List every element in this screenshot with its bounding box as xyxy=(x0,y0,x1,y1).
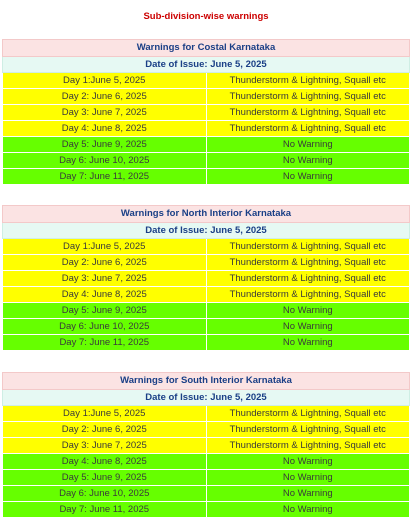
day-cell: Day 6: June 10, 2025 xyxy=(3,319,207,335)
section-coastal-karnataka xyxy=(2,39,410,185)
warning-cell: No Warning xyxy=(206,502,410,518)
day-cell: Day 7: June 11, 2025 xyxy=(3,335,207,351)
table-row xyxy=(3,137,410,153)
day-cell: Day 7: June 11, 2025 xyxy=(3,169,207,185)
warning-cell: No Warning xyxy=(206,335,410,351)
table-row xyxy=(3,271,410,287)
warning-cell: Thunderstorm & Lightning, Squall etc xyxy=(206,406,410,422)
date-of-issue: Date of Issue: June 5, 2025 xyxy=(3,57,410,73)
day-cell: Day 5: June 9, 2025 xyxy=(3,137,207,153)
day-cell: Day 3: June 7, 2025 xyxy=(3,438,207,454)
table-row xyxy=(3,502,410,518)
day-cell: Day 2: June 6, 2025 xyxy=(3,255,207,271)
day-cell: Day 3: June 7, 2025 xyxy=(3,105,207,121)
date-of-issue: Date of Issue: June 5, 2025 xyxy=(3,223,410,239)
day-cell: Day 6: June 10, 2025 xyxy=(3,153,207,169)
table-row xyxy=(3,255,410,271)
warning-cell: No Warning xyxy=(206,470,410,486)
warning-cell: No Warning xyxy=(206,169,410,185)
section-title: Warnings for Costal Karnataka xyxy=(3,40,410,57)
warning-cell: No Warning xyxy=(206,454,410,470)
warnings-table xyxy=(2,372,410,518)
table-row xyxy=(3,335,410,351)
day-cell: Day 3: June 7, 2025 xyxy=(3,271,207,287)
table-row xyxy=(3,406,410,422)
warning-cell: Thunderstorm & Lightning, Squall etc xyxy=(206,287,410,303)
page-title: Sub-division-wise warnings xyxy=(143,11,269,22)
warning-cell: No Warning xyxy=(206,486,410,502)
table-row xyxy=(3,303,410,319)
table-row xyxy=(3,105,410,121)
day-cell: Day 6: June 10, 2025 xyxy=(3,486,207,502)
table-row xyxy=(3,422,410,438)
day-cell: Day 1:June 5, 2025 xyxy=(3,406,207,422)
table-row xyxy=(3,73,410,89)
day-cell: Day 7: June 11, 2025 xyxy=(3,502,207,518)
warning-cell: No Warning xyxy=(206,303,410,319)
warning-cell: Thunderstorm & Lightning, Squall etc xyxy=(206,89,410,105)
day-cell: Day 4: June 8, 2025 xyxy=(3,287,207,303)
day-cell: Day 5: June 9, 2025 xyxy=(3,303,207,319)
warning-cell: Thunderstorm & Lightning, Squall etc xyxy=(206,105,410,121)
table-row xyxy=(3,470,410,486)
table-row xyxy=(3,454,410,470)
warning-cell: Thunderstorm & Lightning, Squall etc xyxy=(206,121,410,137)
table-row xyxy=(3,239,410,255)
table-row xyxy=(3,89,410,105)
warning-cell: Thunderstorm & Lightning, Squall etc xyxy=(206,438,410,454)
section-title: Warnings for South Interior Karnataka xyxy=(3,373,410,390)
day-cell: Day 1:June 5, 2025 xyxy=(3,239,207,255)
section-north-interior-karnataka xyxy=(2,205,410,351)
table-row xyxy=(3,486,410,502)
day-cell: Day 2: June 6, 2025 xyxy=(3,89,207,105)
warning-cell: Thunderstorm & Lightning, Squall etc xyxy=(206,255,410,271)
day-cell: Day 4: June 8, 2025 xyxy=(3,121,207,137)
day-cell: Day 5: June 9, 2025 xyxy=(3,470,207,486)
table-row xyxy=(3,153,410,169)
warnings-table xyxy=(2,39,410,185)
warning-cell: Thunderstorm & Lightning, Squall etc xyxy=(206,271,410,287)
table-row xyxy=(3,319,410,335)
warning-cell: No Warning xyxy=(206,319,410,335)
table-row xyxy=(3,169,410,185)
warning-cell: No Warning xyxy=(206,137,410,153)
table-row xyxy=(3,438,410,454)
date-of-issue: Date of Issue: June 5, 2025 xyxy=(3,390,410,406)
table-row xyxy=(3,287,410,303)
warning-cell: Thunderstorm & Lightning, Squall etc xyxy=(206,239,410,255)
day-cell: Day 1:June 5, 2025 xyxy=(3,73,207,89)
warning-cell: Thunderstorm & Lightning, Squall etc xyxy=(206,73,410,89)
day-cell: Day 4: June 8, 2025 xyxy=(3,454,207,470)
section-title: Warnings for North Interior Karnataka xyxy=(3,206,410,223)
warning-cell: Thunderstorm & Lightning, Squall etc xyxy=(206,422,410,438)
warnings-table xyxy=(2,205,410,351)
section-south-interior-karnataka xyxy=(2,372,410,518)
day-cell: Day 2: June 6, 2025 xyxy=(3,422,207,438)
warning-cell: No Warning xyxy=(206,153,410,169)
table-row xyxy=(3,121,410,137)
